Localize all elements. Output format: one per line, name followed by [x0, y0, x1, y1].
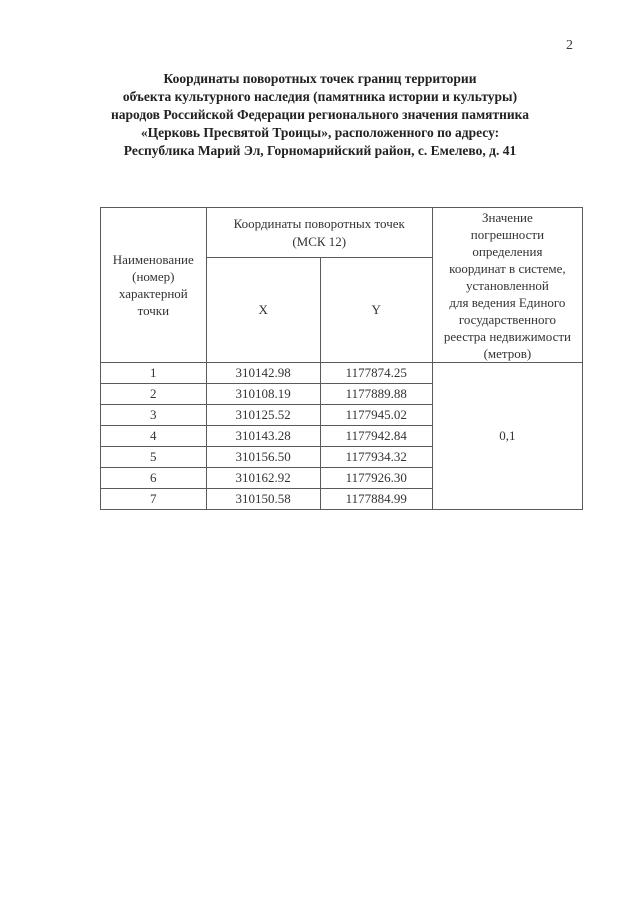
cell-x: 310156.50	[206, 447, 320, 468]
header-line: (МСК 12)	[292, 233, 347, 249]
header-line: Значение	[482, 209, 533, 225]
cell-error-value: 0,1	[432, 363, 582, 510]
cell-point-number: 4	[101, 426, 207, 447]
header-line: погрешности	[470, 226, 545, 242]
header-y: Y	[320, 258, 432, 363]
title-line: народов Российской Федерации регионального значения памятника	[111, 107, 529, 122]
cell-x: 310150.58	[206, 489, 320, 510]
cell-y: 1177884.99	[320, 489, 432, 510]
cell-point-number: 3	[101, 405, 207, 426]
title-line: объекта культурного наследия (памятника истории и культуры)	[122, 89, 518, 104]
table-row	[101, 363, 583, 384]
cell-y: 1177889.88	[320, 384, 432, 405]
header-point-name	[101, 208, 207, 363]
header-coordinates	[206, 208, 432, 258]
header-line: для ведения Единого	[449, 294, 566, 310]
cell-y: 1177874.25	[320, 363, 432, 384]
cell-point-number: 1	[101, 363, 207, 384]
cell-y: 1177942.84	[320, 426, 432, 447]
header-line: установленной	[465, 277, 549, 293]
title-line: «Церковь Пресвятой Троицы», расположенного по адресу:	[140, 125, 500, 140]
header-line: реестра недвижимости	[443, 328, 571, 344]
cell-point-number: 7	[101, 489, 207, 510]
coordinates-table	[100, 207, 583, 510]
cell-y: 1177945.02	[320, 405, 432, 426]
page-number: 2	[566, 38, 573, 53]
title-line: Республика Марий Эл, Горномарийский район, с. Емелево, д. 41	[123, 143, 517, 158]
header-line: (номер)	[132, 269, 175, 284]
cell-y: 1177934.32	[320, 447, 432, 468]
header-line: координат в системе,	[449, 260, 566, 276]
header-line: Координаты поворотных точек	[233, 215, 405, 231]
cell-point-number: 2	[101, 384, 207, 405]
cell-x: 310162.92	[206, 468, 320, 489]
cell-x: 310108.19	[206, 384, 320, 405]
cell-y: 1177926.30	[320, 468, 432, 489]
header-line: точки	[137, 303, 170, 318]
cell-point-number: 5	[101, 447, 207, 468]
cell-point-number: 6	[101, 468, 207, 489]
header-line: определения	[472, 243, 543, 259]
document-title	[60, 70, 580, 160]
header-line: (метров)	[483, 345, 532, 361]
header-line: Наименование	[112, 252, 194, 267]
header-error	[432, 208, 582, 363]
cell-x: 310142.98	[206, 363, 320, 384]
cell-x: 310125.52	[206, 405, 320, 426]
header-line: государственного	[458, 311, 557, 327]
header-line: характерной	[118, 286, 188, 301]
cell-x: 310143.28	[206, 426, 320, 447]
title-line: Координаты поворотных точек границ территории	[163, 71, 477, 86]
header-x: X	[206, 258, 320, 363]
